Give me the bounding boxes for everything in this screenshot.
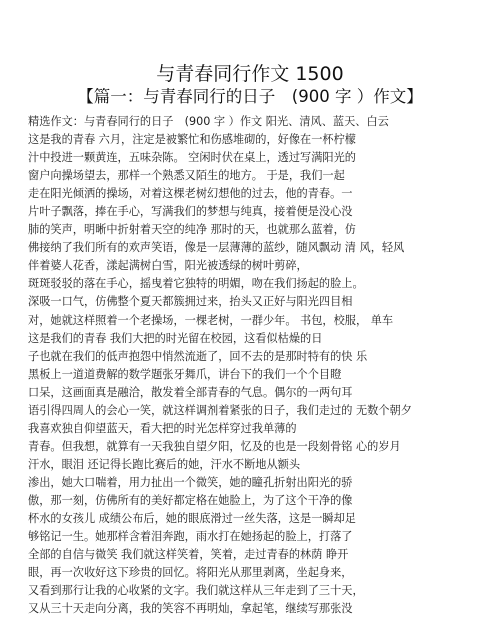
text-line: 深吸一口气，仿佛整个夏天都簇拥过来，抬头又正好与阳光四目相: [28, 295, 353, 309]
text-line: 佛接纳了我们所有的欢声笑语，像是一层薄薄的蓝纱，随风飘动 清 风，轻风: [28, 241, 405, 255]
text-line: 眼，再一次收好这下珍贵的回忆。将阳光从那里剥离，坐起身来，: [28, 566, 353, 580]
text-line: 汗水，眼泪 还记得长跑比赛后的她，汗水不断地从额头: [28, 457, 301, 471]
text-line: 对，她就这样照着一个老操场，一棵老树，一群少年。 书包，校服， 单车: [28, 313, 394, 327]
text-line: 肺的笑声，明晰中折射着天空的纯净 那时的天，也就那么蓝着，仿: [28, 223, 356, 237]
text-line: 窗户向操场望去，那样一个熟悉又陌生的地方。 于是，我们一起: [28, 169, 345, 183]
text-line: 这是我的青春 六月，注定是被繁忙和伤感堆砌的，好像在一杯柠檬: [28, 133, 356, 147]
text-line: 走在阳光倾洒的操场，对着这棵老树幻想他的过去，他的青春。一: [28, 187, 353, 201]
section-heading: 【篇一：与青春同行的日子 (900 字 ）作文】: [77, 87, 423, 106]
document-title: 与青春同行作文 1500: [156, 63, 344, 85]
text-line: 这是我们的青春 我们大把的时光留在校园，这看似枯燥的日: [28, 331, 323, 345]
text-line: 伴着婆人花香，漾起满树白雪，阳光被透绿的树叶剪碎，: [28, 259, 308, 273]
text-line: 全部的自信与微笑 我们就这样笑着，笑着，走过青春的林荫 睁开: [28, 548, 349, 562]
text-line: 杯水的女孩儿 成绩公布后，她的眼底滑过一丝失落，这是一瞬却足: [28, 512, 356, 526]
text-line: 子也就在我们的低声抱怨中悄然流逝了，回不去的是那时特有的快 乐: [28, 349, 368, 363]
text-line: 黑板上一道道费解的数学题张牙舞爪，讲台下的我们一个个目瞪: [28, 367, 342, 381]
text-line: 我喜欢独自仰望蓝天，看大把的时光怎样穿过我单薄的: [28, 421, 297, 435]
essay-body: [28, 113, 498, 618]
text-line: 口呆，这画面真是融洽，散发着全部青春的气息。偶尔的一两句耳: [28, 385, 353, 399]
text-line: 片叶子飘落，捧在手心，写满我们的梦想与纯真，接着便是没心没: [28, 205, 353, 219]
text-line: 语引得四周人的会心一笑，就这样调剂着紧张的日子，我们走过的 无数个朝夕: [28, 403, 412, 417]
text-line: 斑斑驳驳的落在手心，摇曳着它独特的明媚，吻在我们扬起的脸上。: [28, 277, 364, 291]
text-line: 青春。但我想，就算有一天我独自望夕阳，忆及的也是一段刻骨铭 心的岁月: [28, 439, 401, 453]
text-line: 精选作文：与青春同行的日子 (900 字 ）作文 阳光、清风、蓝天、白云: [28, 115, 389, 128]
text-line: 渗出，她大口喘着，用力扯出一个微笑，她的瞳孔折射出阳光的骄: [28, 475, 353, 489]
text-line: 汁中投进一颗黄连，五味杂陈。 空闲时伏在桌上，透过写满阳光的: [28, 151, 356, 165]
text-line: 傲，那一刻，仿佛所有的美好都定格在她脸上，为了这个干净的像: [28, 493, 353, 507]
text-line: 够铭记一生。她那样含着泪奔跑，雨水打在她扬起的脸上，打落了: [28, 530, 353, 544]
text-line: 又看到那行让我的心收紧的文字。我们就这样从三年走到了三十天，: [28, 584, 364, 598]
text-line: 又从三十天走向分离，我的笑容不再明灿，拿起笔，继续写那张没: [28, 602, 353, 616]
